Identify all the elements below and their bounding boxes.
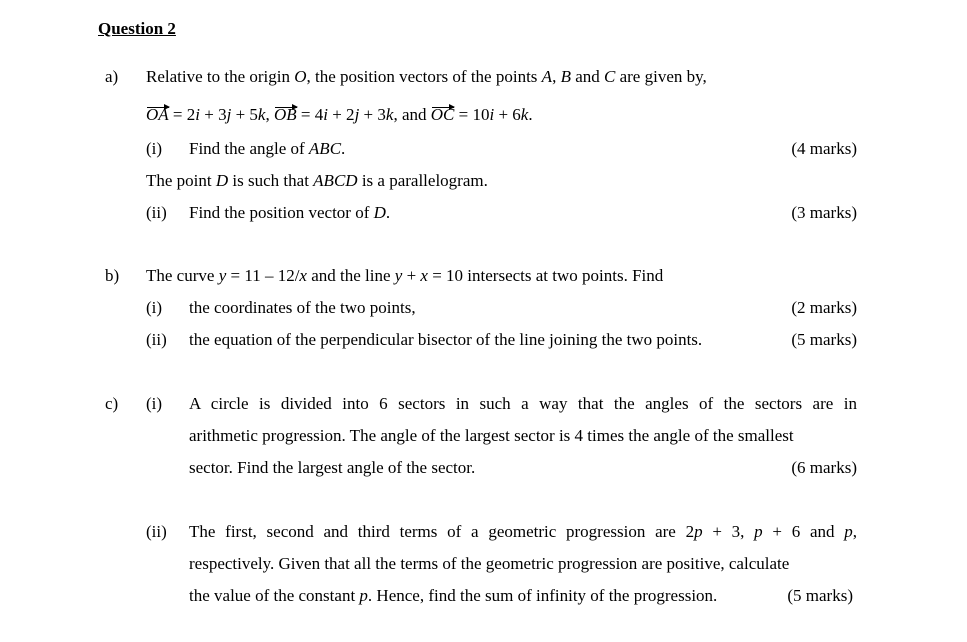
part-b-ii-marks: (5 marks) [791, 330, 857, 349]
part-c-ii-line2: respectively. Given that all the terms of the geometric progression are positive, calculate [189, 554, 790, 573]
part-b-label: b) [105, 266, 120, 285]
part-c-ii-line1: The first, second and third terms of a geometric progression are 2p + 3, p + 6 and p, [189, 522, 857, 541]
part-a-label: a) [105, 67, 119, 86]
part-c-i-line2: arithmetic progression. The angle of the largest sector is 4 times the angle of the smallest [189, 426, 794, 445]
part-b-i-num: (i) [146, 298, 163, 317]
part-c-ii-line3: the value of the constant p. Hence, find the sum of infinity of the progression. [189, 586, 718, 605]
question-title: Question 2 [98, 19, 176, 38]
part-a-i-text: Find the angle of ABC. [189, 139, 346, 158]
vector-ob: OB [273, 105, 297, 124]
part-c-i-line1 [189, 394, 857, 414]
vector-oa: OA [146, 105, 169, 124]
part-c-i-num: (i) [146, 394, 163, 413]
part-a-middle: The point D is such that ABCD is a parallelogram. [146, 171, 488, 190]
part-a-i-num: (i) [146, 139, 163, 158]
vector-oc: OC [430, 105, 455, 124]
part-a-intro: Relative to the origin O, the position vectors of the points A, B and C are given by, [146, 67, 707, 86]
part-b-ii-text: the equation of the perpendicular bisector of the line joining the two points. [189, 330, 703, 349]
part-c-i-marks: (6 marks) [791, 458, 857, 477]
part-a-ii-marks: (3 marks) [791, 203, 857, 222]
part-c-ii-marks: (5 marks) [787, 586, 853, 605]
part-c-i-line3: sector. Find the largest angle of the sector. [189, 458, 476, 477]
part-c-ii-num: (ii) [146, 522, 167, 541]
part-a-ii-num: (ii) [146, 203, 167, 222]
part-b-i-marks: (2 marks) [791, 298, 857, 317]
part-b-ii-num: (ii) [146, 330, 167, 349]
justified-line: A circle is divided into 6 sectors in such a way that the angles of the sectors are in [189, 394, 857, 413]
part-b-i-text: the coordinates of the two points, [189, 298, 416, 317]
part-a-vectors: OA = 2i + 3j + 5k, OB = 4i + 2j + 3k, and OC = 10i + 6k. [146, 105, 533, 124]
part-a-ii-text: Find the position vector of D. [189, 203, 391, 222]
part-b-intro: The curve y = 11 – 12/x and the line y + x = 10 intersects at two points. Find [146, 266, 664, 285]
part-c-label: c) [105, 394, 119, 413]
part-a-i-marks: (4 marks) [791, 139, 857, 158]
